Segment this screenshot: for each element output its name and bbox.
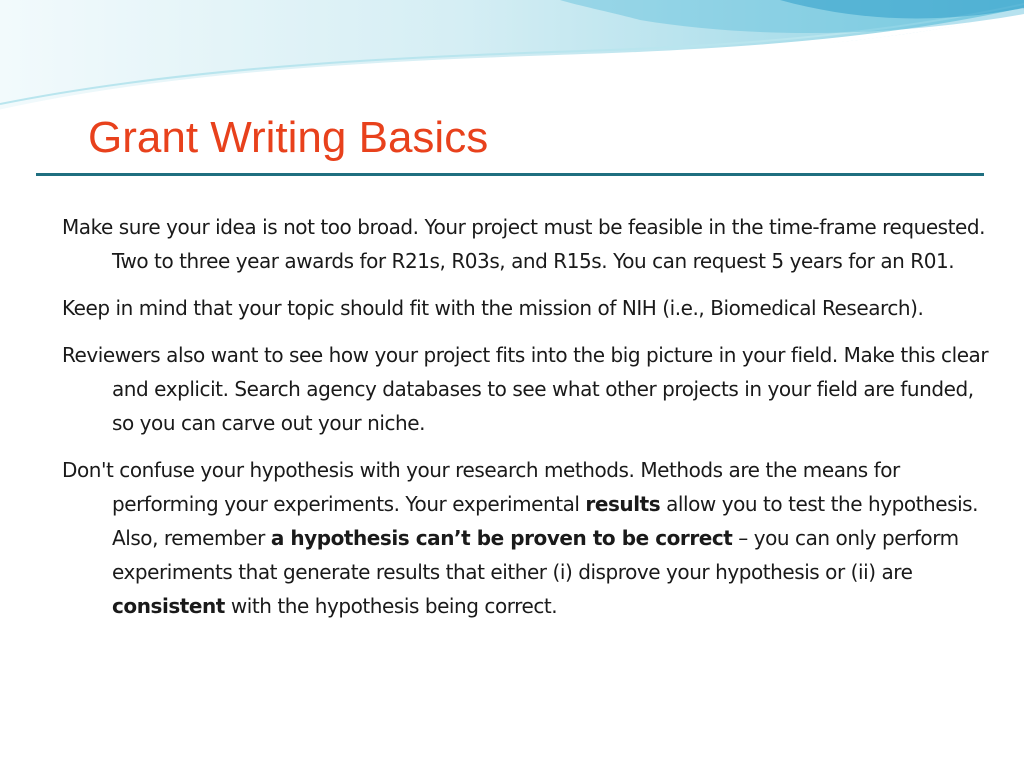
emphasis-text: a hypothesis can’t be proven to be correct [270,526,733,550]
paragraph-text: Reviewers also want to see how your project fits into the big picture in your field. Make this clear and explicit. Search agency databases to see what other projects in your field are funded, so you can carve out your niche. [62,343,989,435]
paragraph-text: Don't confuse your hypothesis with your research methods. Methods are the means for performing your experiments. Your experimental [62,458,900,516]
emphasis-text: consistent [112,594,225,618]
paragraph-text: with the hypothesis being correct. [224,594,558,618]
title-divider [36,173,984,176]
body-paragraph [62,291,992,325]
paragraph-text: Make sure your idea is not too broad. Your project must be feasible in the time-frame requested. Two to three year awards for R21s, R03s, and R15s. You can request 5 years for an R01. [62,215,986,273]
body-paragraph [62,210,992,278]
slide-title: Grant Writing Basics [88,113,489,162]
paragraph-text: allow you to test the hypothesis. Also, remember [112,492,979,550]
paragraph-text: Keep in mind that your topic should fit with the mission of NIH (i.e., Biomedical Research). [62,296,924,320]
body-paragraph [62,453,992,623]
emphasis-text: results [585,492,661,516]
paragraph-text: – you can only perform experiments that generate results that either (i) disprove your hypothesis or (ii) are [112,526,959,584]
slide-body [62,210,992,636]
body-paragraph [62,338,992,440]
wave-banner [0,0,1024,120]
